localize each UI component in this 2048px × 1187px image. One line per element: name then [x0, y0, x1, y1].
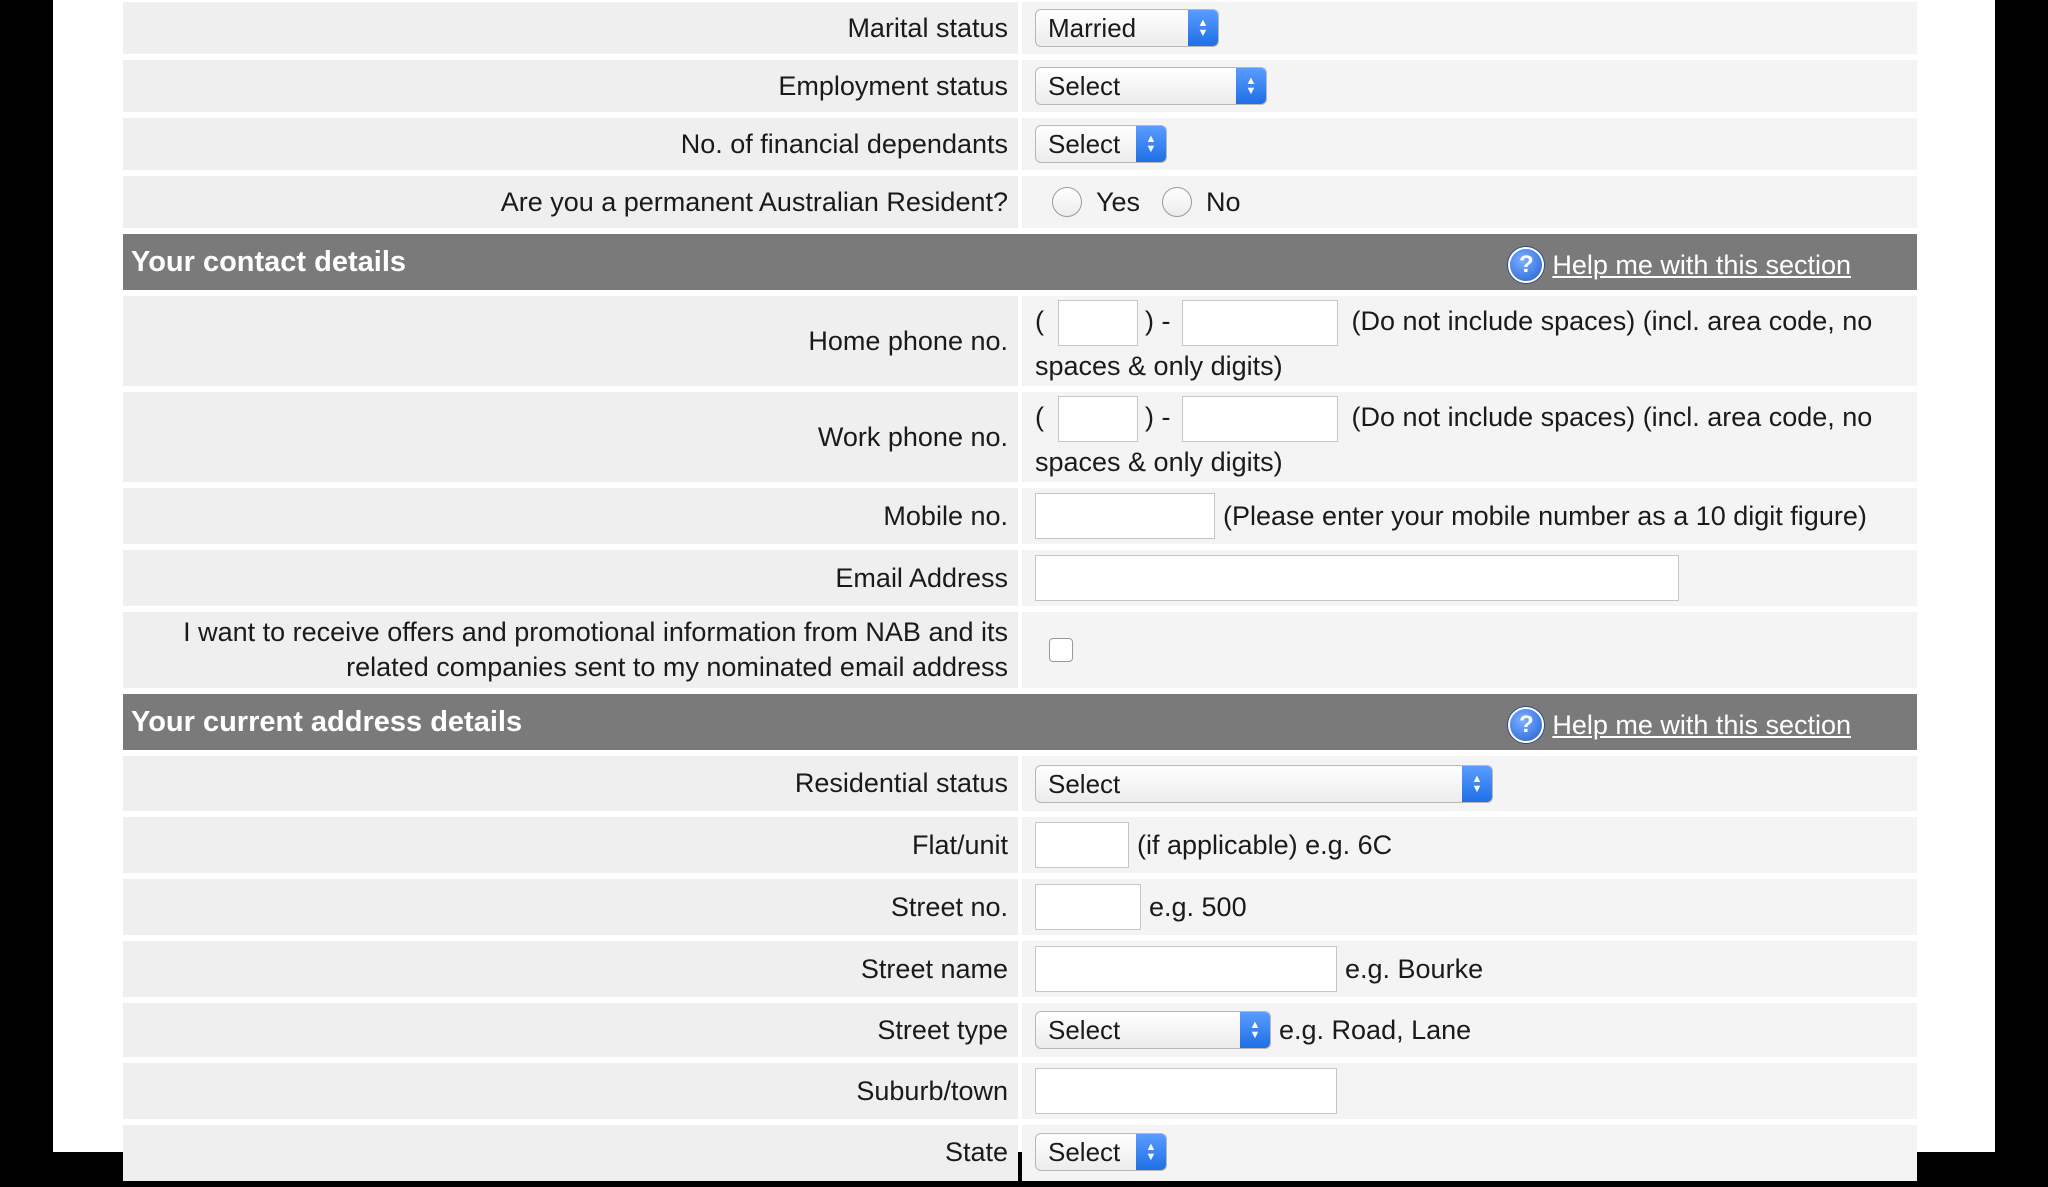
- marital-status-field: [1022, 2, 1917, 54]
- flat-unit-label: Flat/unit: [123, 817, 1018, 873]
- flat-unit-hint: (if applicable) e.g. 6C: [1137, 830, 1393, 860]
- offers-checkbox[interactable]: [1049, 638, 1073, 662]
- row-work-phone: [123, 392, 1917, 482]
- select-stepper-icon: ▲ ▼: [1240, 1012, 1270, 1048]
- help-question-icon[interactable]: ?: [1508, 247, 1544, 283]
- marital-status-select[interactable]: [1035, 9, 1219, 47]
- row-suburb: [123, 1063, 1917, 1119]
- work-phone-area-input[interactable]: [1058, 396, 1138, 442]
- employment-status-field: [1022, 60, 1917, 112]
- dependants-label: No. of financial dependants: [123, 118, 1018, 170]
- address-section-header: [123, 694, 1917, 750]
- home-phone-open: (: [1035, 306, 1044, 337]
- application-form: [123, 0, 1917, 1187]
- row-state: [123, 1125, 1917, 1181]
- employment-status-select[interactable]: [1035, 67, 1267, 105]
- row-employment-status: [123, 60, 1917, 112]
- work-phone-close: ) -: [1145, 402, 1171, 433]
- row-street-type: [123, 1003, 1917, 1057]
- mobile-input[interactable]: [1035, 493, 1215, 539]
- select-stepper-icon: ▲ ▼: [1136, 1134, 1166, 1170]
- select-stepper-icon: ▲ ▼: [1136, 126, 1166, 162]
- row-flat-unit: [123, 817, 1917, 873]
- work-phone-label: Work phone no.: [123, 392, 1018, 482]
- email-label: Email Address: [123, 550, 1018, 606]
- residential-status-select[interactable]: [1035, 765, 1493, 803]
- row-residential-status: [123, 756, 1917, 811]
- row-offers: [123, 612, 1917, 688]
- resident-no-radio[interactable]: [1162, 187, 1192, 217]
- residential-status-label: Residential status: [123, 756, 1018, 811]
- select-stepper-icon: ▲ ▼: [1462, 766, 1492, 802]
- home-phone-label: Home phone no.: [123, 296, 1018, 386]
- select-stepper-icon: ▲ ▼: [1188, 10, 1218, 46]
- mobile-field: [1022, 488, 1917, 544]
- street-name-input[interactable]: [1035, 946, 1337, 992]
- home-phone-hint: (Do not include spaces) (incl. area code, no spaces & only digits): [1035, 306, 1873, 381]
- employment-status-label: Employment status: [123, 60, 1018, 112]
- email-field: [1022, 550, 1917, 606]
- work-phone-field: [1022, 392, 1917, 482]
- row-mobile: [123, 488, 1917, 544]
- residential-status-field: [1022, 756, 1917, 811]
- state-value: Select: [1048, 1137, 1121, 1167]
- mobile-hint: (Please enter your mobile number as a 10 digit figure): [1223, 501, 1867, 531]
- address-help: [1508, 707, 1851, 743]
- suburb-field: [1022, 1063, 1917, 1119]
- row-resident: [123, 176, 1917, 228]
- help-question-icon[interactable]: ?: [1508, 707, 1544, 743]
- select-stepper-icon: ▲ ▼: [1236, 68, 1266, 104]
- state-field: [1022, 1125, 1917, 1181]
- employment-status-value: Select: [1048, 71, 1121, 101]
- work-phone-hint: (Do not include spaces) (incl. area code, no spaces & only digits): [1035, 402, 1873, 477]
- street-type-hint: e.g. Road, Lane: [1279, 1015, 1472, 1045]
- offers-label: I want to receive offers and promotional information from NAB and its related companies sent to my nominated email address: [123, 612, 1018, 688]
- page: [53, 0, 1995, 1167]
- row-marital-status: [123, 2, 1917, 54]
- resident-no-label: No: [1206, 187, 1241, 217]
- resident-label: Are you a permanent Australian Resident?: [123, 176, 1018, 228]
- street-type-select[interactable]: [1035, 1011, 1271, 1049]
- dependants-select[interactable]: [1035, 125, 1167, 163]
- street-type-label: Street type: [123, 1003, 1018, 1057]
- home-phone-area-input[interactable]: [1058, 300, 1138, 346]
- row-street-name: [123, 941, 1917, 997]
- row-street-no: [123, 879, 1917, 935]
- street-name-hint: e.g. Bourke: [1345, 954, 1484, 984]
- street-no-hint: e.g. 500: [1149, 892, 1247, 922]
- address-section-title: Your current address details: [131, 705, 523, 738]
- work-phone-open: (: [1035, 402, 1044, 433]
- mobile-label: Mobile no.: [123, 488, 1018, 544]
- contact-help-link[interactable]: Help me with this section: [1552, 249, 1851, 280]
- resident-yes-radio[interactable]: [1052, 187, 1082, 217]
- suburb-input[interactable]: [1035, 1068, 1337, 1114]
- marital-status-label: Marital status: [123, 2, 1018, 54]
- residential-status-value: Select: [1048, 768, 1121, 799]
- home-phone-number-input[interactable]: [1182, 300, 1338, 346]
- row-home-phone: [123, 296, 1917, 386]
- contact-section-title: Your contact details: [131, 245, 407, 278]
- street-no-input[interactable]: [1035, 884, 1141, 930]
- home-phone-field: [1022, 296, 1917, 386]
- contact-section-header: [123, 234, 1917, 290]
- contact-help: [1508, 247, 1851, 283]
- state-label: State: [123, 1125, 1018, 1181]
- row-email: [123, 550, 1917, 606]
- flat-unit-input[interactable]: [1035, 822, 1129, 868]
- marital-status-value: Married: [1048, 13, 1137, 43]
- street-no-field: [1022, 879, 1917, 935]
- row-dependants: [123, 118, 1917, 170]
- state-select[interactable]: [1035, 1133, 1167, 1171]
- dependants-value: Select: [1048, 129, 1121, 159]
- work-phone-number-input[interactable]: [1182, 396, 1338, 442]
- flat-unit-field: [1022, 817, 1917, 873]
- home-phone-close: ) -: [1145, 306, 1171, 337]
- offers-field: [1022, 612, 1917, 688]
- resident-yes-label: Yes: [1096, 187, 1141, 217]
- suburb-label: Suburb/town: [123, 1063, 1018, 1119]
- street-name-field: [1022, 941, 1917, 997]
- address-help-link[interactable]: Help me with this section: [1552, 709, 1851, 740]
- street-type-value: Select: [1048, 1015, 1121, 1045]
- street-name-label: Street name: [123, 941, 1018, 997]
- dependants-field: [1022, 118, 1917, 170]
- street-no-label: Street no.: [123, 879, 1018, 935]
- street-type-field: [1022, 1003, 1917, 1057]
- email-input[interactable]: [1035, 555, 1679, 601]
- resident-field: [1022, 176, 1917, 228]
